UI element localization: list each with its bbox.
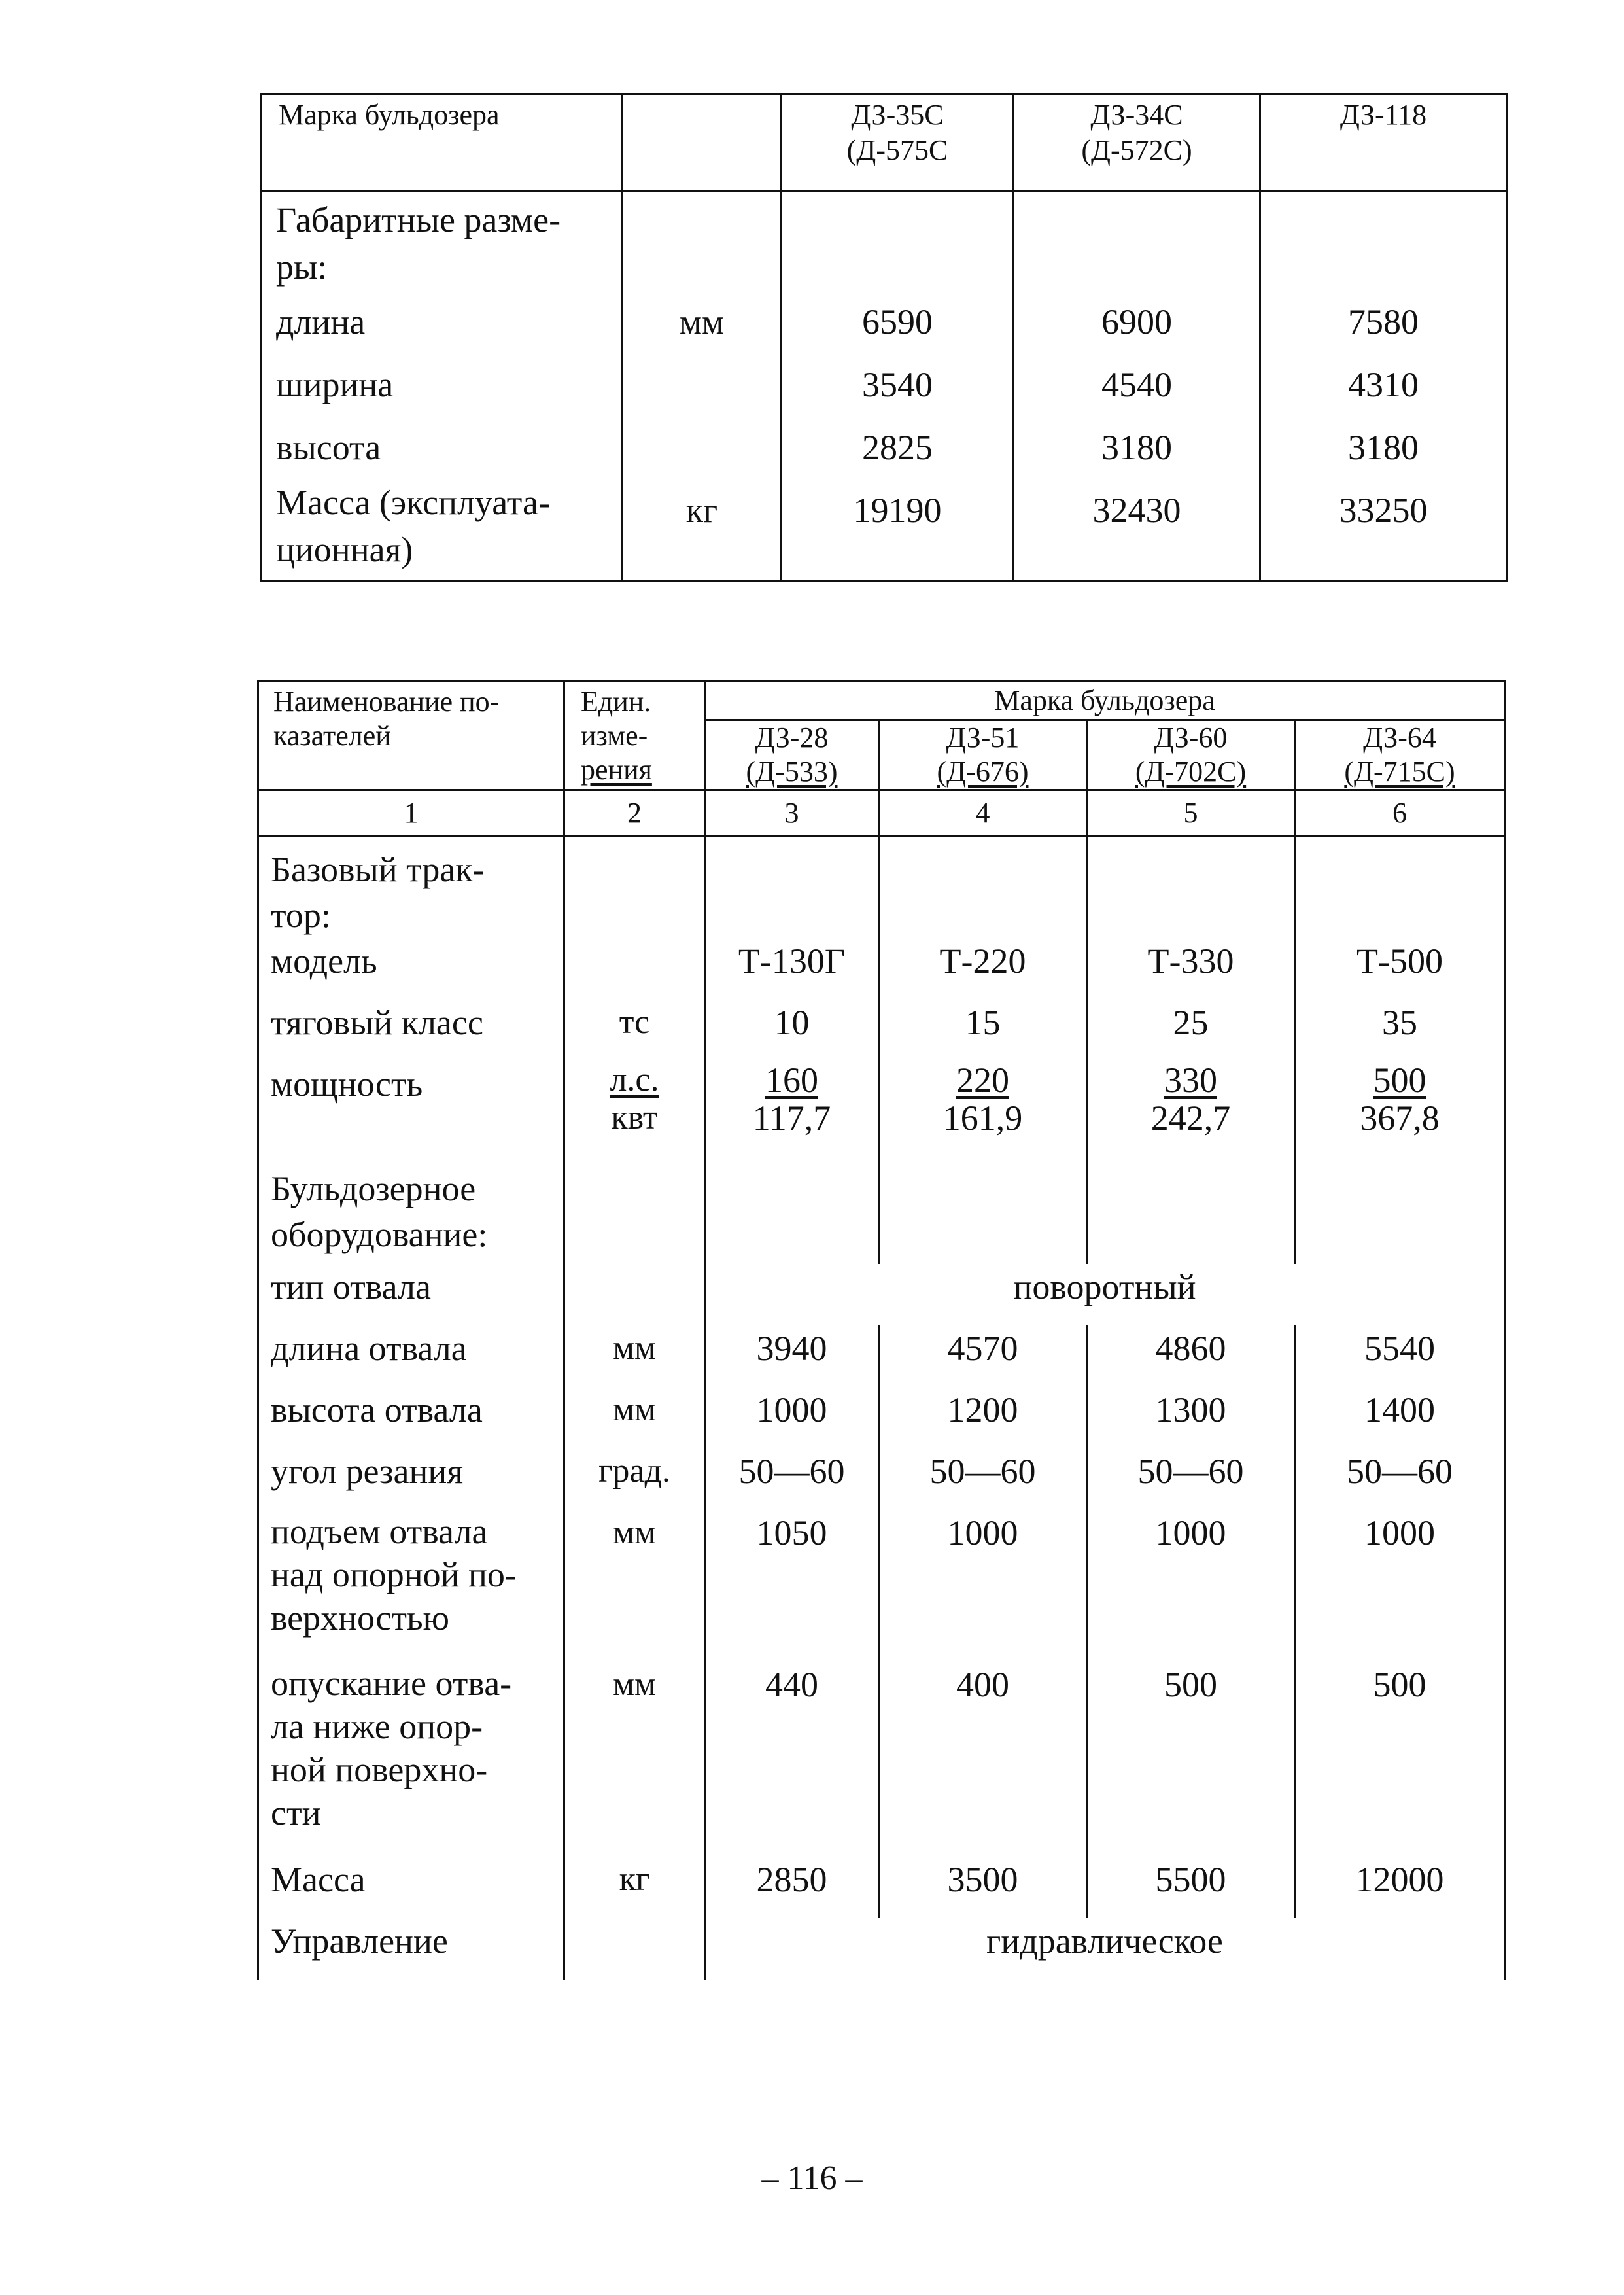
header-name-cell	[258, 682, 564, 790]
row-label: сти	[271, 1793, 321, 1832]
table1-header-label: Марка бульдозера	[261, 94, 623, 192]
lower-row	[258, 1662, 1505, 1857]
table1-value-cell	[1014, 192, 1260, 581]
table1-header-row	[261, 94, 1507, 192]
row-unit: мм	[564, 1387, 705, 1448]
value-height: 3180	[1348, 428, 1419, 467]
row-value: 25	[1087, 1000, 1295, 1061]
model-alt-name: (Д-676)	[937, 756, 1029, 788]
row-label: Масса	[258, 1857, 564, 1918]
row-value: Т-130Г	[705, 938, 879, 1000]
value-length: 6590	[862, 302, 933, 342]
row-value: 50—60	[1295, 1448, 1505, 1510]
row-unit-cell	[564, 1061, 705, 1166]
power-value-cell	[1295, 1061, 1505, 1166]
blade-type-row	[258, 1264, 1505, 1325]
mass-row	[258, 1857, 1505, 1918]
bulldozer-dimensions-table	[260, 93, 1508, 582]
column-number: 2	[564, 790, 705, 837]
row-value: 15	[879, 1000, 1087, 1061]
value-width: 4540	[1101, 365, 1172, 404]
model-name: ДЗ-34С	[1090, 99, 1183, 131]
header-group: Марка бульдозера	[705, 682, 1505, 720]
row-unit	[564, 938, 705, 1000]
power-row	[258, 1061, 1505, 1166]
header-unit-cell	[564, 682, 705, 790]
table2-header-row	[258, 682, 1505, 720]
row-unit: тс	[564, 1000, 705, 1061]
table1-body-row	[261, 192, 1507, 581]
control-row	[258, 1918, 1505, 1980]
row-value: 2850	[705, 1857, 879, 1918]
tractor-section-row	[258, 837, 1505, 939]
power-kw: 242,7	[1150, 1098, 1231, 1138]
table1-header-model	[1260, 94, 1507, 192]
power-value-cell	[1087, 1061, 1295, 1166]
row-value: 5500	[1087, 1857, 1295, 1918]
value-length: 6900	[1101, 302, 1172, 342]
table1-header-model	[782, 94, 1014, 192]
row-value: 1000	[1087, 1510, 1295, 1662]
row-value: 500	[1087, 1662, 1295, 1857]
unit-blank	[623, 416, 780, 479]
row-value: 1000	[705, 1387, 879, 1448]
header-name: казателей	[273, 720, 391, 752]
power-kw: 117,7	[752, 1098, 831, 1138]
header-model	[879, 720, 1087, 790]
row-unit: кг	[564, 1857, 705, 1918]
model-alt-name: (Д-702С)	[1135, 756, 1247, 788]
table1-header-unit	[623, 94, 782, 192]
model-name: ДЗ-35С	[851, 99, 944, 131]
row-value: 4860	[1087, 1325, 1295, 1387]
section-label: тор:	[271, 896, 331, 935]
row-value: 35	[1295, 1000, 1505, 1061]
row-value: 5540	[1295, 1325, 1505, 1387]
power-hp: 500	[1373, 1060, 1426, 1100]
header-model	[1295, 720, 1505, 790]
model-name: ДЗ-51	[946, 722, 1020, 754]
row-value: 1050	[705, 1510, 879, 1662]
unit-blank	[623, 353, 780, 416]
model-row	[258, 938, 1505, 1000]
row-value: 10	[705, 1000, 879, 1061]
page-number: – 116 –	[761, 2160, 863, 2197]
row-value: 1000	[879, 1510, 1087, 1662]
row-value: Т-500	[1295, 938, 1505, 1000]
power-hp: 330	[1164, 1060, 1217, 1100]
row-unit: мм	[564, 1325, 705, 1387]
cut-angle-row	[258, 1448, 1505, 1510]
header-unit: Един.	[581, 686, 651, 718]
column-number: 1	[258, 790, 564, 837]
row-value: 1000	[1295, 1510, 1505, 1662]
section-label: Бульдозерное	[271, 1169, 476, 1208]
power-value-cell	[705, 1061, 879, 1166]
model-alt-name: (Д-533)	[746, 756, 838, 788]
row-unit: мм	[564, 1510, 705, 1662]
row-value: 3500	[879, 1857, 1087, 1918]
row-label: длина отвала	[258, 1325, 564, 1387]
lower-label-cell	[258, 1662, 564, 1857]
row-label: угол резания	[258, 1448, 564, 1510]
table1-unit-cell	[623, 192, 782, 581]
table1-labels-cell	[261, 192, 623, 581]
row-value: 3940	[705, 1325, 879, 1387]
lift-label-cell	[258, 1510, 564, 1662]
row-value: 50—60	[879, 1448, 1087, 1510]
header-model	[705, 720, 879, 790]
row-label-height: высота	[276, 428, 381, 467]
header-name: Наименование по-	[273, 686, 500, 718]
row-label: над опорной по-	[271, 1555, 517, 1594]
row-value: 500	[1295, 1662, 1505, 1857]
value-mass: 33250	[1339, 491, 1428, 530]
value-length: 7580	[1348, 302, 1419, 342]
equipment-section-row	[258, 1166, 1505, 1264]
equipment-label-cell	[258, 1166, 564, 1264]
mass-label: ционная)	[276, 530, 413, 569]
blade-height-row	[258, 1387, 1505, 1448]
unit-mm: мм	[679, 302, 725, 342]
model-name: ДЗ-60	[1154, 722, 1228, 754]
table1-value-cell	[782, 192, 1014, 581]
row-value: 50—60	[1087, 1448, 1295, 1510]
power-kw: 367,8	[1360, 1098, 1440, 1138]
column-numbers-row	[258, 790, 1505, 837]
dims-label: ры:	[276, 247, 328, 287]
value-height: 2825	[862, 428, 933, 467]
model-alt-name: (Д-572С)	[1081, 134, 1192, 166]
row-value: Т-330	[1087, 938, 1295, 1000]
row-label-length: длина	[276, 302, 366, 342]
model-name: ДЗ-118	[1339, 99, 1427, 131]
row-label: Управление	[258, 1918, 564, 1980]
column-number: 6	[1295, 790, 1505, 837]
row-value: Т-220	[879, 938, 1087, 1000]
header-unit: рения	[581, 754, 652, 786]
mass-label: Масса (эксплуата-	[276, 483, 550, 522]
row-value: 1400	[1295, 1387, 1505, 1448]
header-unit: изме-	[581, 720, 648, 752]
table1-header-model	[1014, 94, 1260, 192]
row-label: ной поверхно-	[271, 1750, 488, 1789]
row-label: опускание отва-	[271, 1664, 512, 1703]
row-label: высота отвала	[258, 1387, 564, 1448]
header-model	[1087, 720, 1295, 790]
row-value: 12000	[1295, 1857, 1505, 1918]
power-hp: 160	[765, 1060, 818, 1100]
table1-value-cell	[1260, 192, 1507, 581]
column-number: 3	[705, 790, 879, 837]
power-value-cell	[879, 1061, 1087, 1166]
column-number: 5	[1087, 790, 1295, 837]
row-value: 1200	[879, 1387, 1087, 1448]
row-value: 4570	[879, 1325, 1087, 1387]
unit-hp: л.с.	[610, 1061, 659, 1098]
row-label: тяговый класс	[258, 1000, 564, 1061]
row-unit: мм	[564, 1662, 705, 1857]
model-alt-name: (Д-575С	[846, 134, 948, 166]
blade-type-value: поворотный	[705, 1264, 1505, 1325]
row-label: тип отвала	[258, 1264, 564, 1325]
row-value: 440	[705, 1662, 879, 1857]
value-height: 3180	[1101, 428, 1172, 467]
dims-label: Габаритные разме-	[276, 200, 561, 239]
row-value: 50—60	[705, 1448, 879, 1510]
row-value: 1300	[1087, 1387, 1295, 1448]
value-width: 4310	[1348, 365, 1419, 404]
column-number: 4	[879, 790, 1087, 837]
unit-kw: квт	[611, 1099, 658, 1136]
blade-length-row	[258, 1325, 1505, 1387]
control-value: гидравлическое	[705, 1918, 1505, 1980]
row-label: модель	[258, 938, 564, 1000]
row-label: верхностью	[271, 1598, 449, 1638]
row-label: подъем отвала	[271, 1512, 488, 1551]
row-label-width: ширина	[276, 365, 394, 404]
section-label: Базовый трак-	[271, 850, 485, 889]
model-alt-name: (Д-715С)	[1344, 756, 1455, 788]
value-width: 3540	[862, 365, 933, 404]
power-hp: 220	[956, 1060, 1009, 1100]
class-row	[258, 1000, 1505, 1061]
unit-kg: кг	[685, 491, 718, 530]
row-unit: град.	[564, 1448, 705, 1510]
bulldozer-specs-table	[257, 680, 1506, 1980]
lift-row	[258, 1510, 1505, 1662]
value-mass: 19190	[853, 491, 942, 530]
row-label: мощность	[258, 1061, 564, 1166]
power-kw: 161,9	[942, 1098, 1023, 1138]
section-label: оборудование:	[271, 1215, 488, 1254]
row-label: ла ниже опор-	[271, 1707, 483, 1746]
tractor-label-cell	[258, 837, 564, 939]
model-name: ДЗ-64	[1363, 722, 1436, 754]
value-mass: 32430	[1092, 491, 1181, 530]
row-value: 400	[879, 1662, 1087, 1857]
model-name: ДЗ-28	[755, 722, 829, 754]
